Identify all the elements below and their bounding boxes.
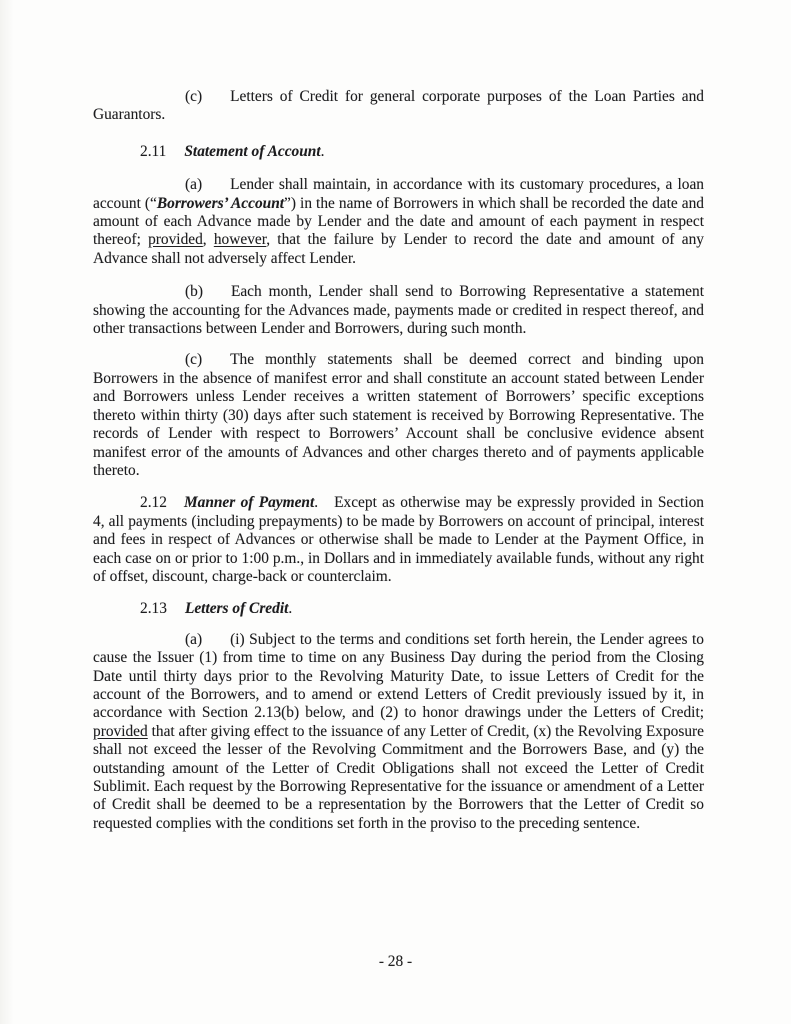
section-2-13-heading xyxy=(93,600,704,618)
section-2-12-paragraph xyxy=(93,494,704,586)
gap-spacer xyxy=(166,155,184,156)
page-body-text xyxy=(93,0,704,833)
gap-spacer xyxy=(203,295,231,296)
page-number: - 28 - xyxy=(378,953,413,970)
text-run: ”) in the name of Borrowers in which shall be recorded the date and amount of each Advance made by Lender and the date and amount of each payment in respect thereof; xyxy=(93,194,705,249)
text-run: 2.11 xyxy=(140,142,167,160)
text-run: , that the failure by Lender to record the date and amount of any Advance shall not adversely affect Lender. xyxy=(93,231,704,267)
text-run: Letters of Credit for general corporate purposes of the Loan Parties and Guarantors. xyxy=(93,88,704,124)
text-run: provided xyxy=(93,722,148,740)
text-run: Each month, Lender shall send to Borrowing Representative a statement showing the accounting for the Advances made, payments made or credited in respect thereof, and other transactions between Lender and Borrowers, during such month. xyxy=(93,283,704,338)
gap-spacer xyxy=(167,612,185,613)
gap-spacer xyxy=(167,506,184,507)
text-run: Borrowers’ Account xyxy=(156,194,285,212)
text-run: . xyxy=(320,142,325,160)
text-run: 2.13 xyxy=(140,600,167,618)
text-run: (a) xyxy=(185,176,203,194)
clause-2-11-b-paragraph xyxy=(93,283,704,338)
text-run: Except as otherwise may be expressly provided in Section 4, all payments (including prepayments) to be made by Borrowers on account of principal, interest and fees in respect of Advances or otherwise shall be made to Lender at the Payment Office, in each case on or prior to 1:00 p.m., in Dollars and in immediately available funds, without any right of offset, discount, charge-back or counterclaim. xyxy=(93,494,704,585)
text-run: provided xyxy=(148,231,203,249)
gap-spacer xyxy=(202,100,230,101)
text-run: 2.12 xyxy=(140,494,167,512)
text-run: Lender shall maintain, in accordance with its customary procedures, a loan account (“ xyxy=(93,176,704,212)
text-run: . xyxy=(314,494,319,512)
text-run: Statement of Account xyxy=(184,142,321,160)
gap-spacer xyxy=(202,643,230,644)
clause-2-13-a-paragraph xyxy=(93,631,704,833)
text-run: (a) xyxy=(185,630,203,648)
text-run: Manner of Payment xyxy=(183,494,315,512)
text-run: The monthly statements shall be deemed correct and binding upon Borrowers in the absence of manifest error and shall constitute an account stated between Lender and Borrowers unless Lender receives a written statement of Borrowers’ specific exceptions thereto within thirty (30) days after such statement is received by Borrowing Representative. The records of Lender with respect to Borrowers’ Account shall be conclusive evidence absent manifest error of the amounts of Advances and other charges thereto and of payments applicable thereto. xyxy=(93,351,704,479)
gap-spacer xyxy=(318,506,334,507)
text-run: (c) xyxy=(185,351,203,369)
text-run: , xyxy=(202,231,214,249)
clause-2-11-c-paragraph xyxy=(93,351,704,480)
text-run: that after giving effect to the issuance of any Letter of Credit, (x) the Revolving Exposure shall not exceed the lesser of the Revolving Commitment and the Borrowers Base, and (y) the outstanding amount of the Letter of Credit Obligations shall not exceed the Letter of Credit Sublimit. Each request by the Borrowing Representative for the issuance or amendment of a Letter of Credit shall be deemed to be a representation by the Borrowers that the Letter of Credit so requested complies with the conditions set forth in the proviso to the preceding sentence. xyxy=(93,722,704,832)
clause-2-11-a-paragraph xyxy=(93,176,704,268)
text-run: Letters of Credit xyxy=(184,600,289,618)
text-run: (b) xyxy=(185,283,203,301)
gap-spacer xyxy=(202,188,230,189)
section-2-11-heading xyxy=(93,143,704,161)
text-run: (c) xyxy=(185,88,203,105)
text-run: . xyxy=(288,600,293,618)
text-run: however xyxy=(213,231,267,249)
text-run: (i) Subject to the terms and conditions set forth herein, the Lender agrees to cause the Issuer (1) from time to time on any Business Day during the period from the Closing Date until thirty days prior to the Revolving Maturity Date, to issue Letters of Credit for the account of the Borrowers, and to amend or extend Letters of Credit previously issued by it, in accordance with Section 2.13(b) below, and (2) to honor drawings under the Letters of Credit; xyxy=(93,630,704,722)
clause-2-10-c-paragraph xyxy=(93,88,704,125)
gap-spacer xyxy=(202,363,230,364)
